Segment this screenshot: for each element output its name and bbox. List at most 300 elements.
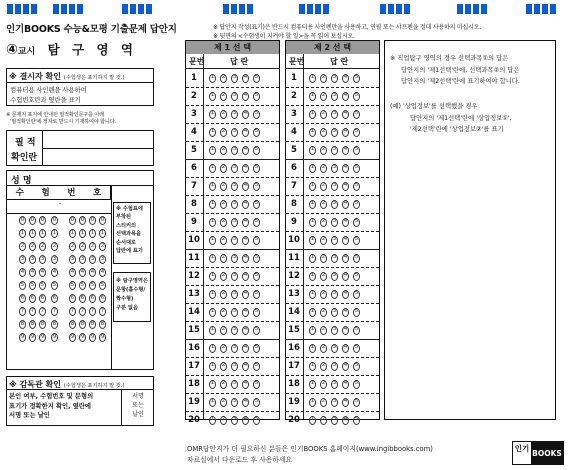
answer-bubble[interactable]: 3 [331,308,338,317]
answer-bubble[interactable]: 4 [242,164,249,173]
answer-bubble[interactable]: 4 [342,92,349,101]
answer-bubble[interactable]: 2 [220,344,227,353]
answer-bubble[interactable]: 4 [242,92,249,101]
digit-bubble[interactable]: 6 [79,294,86,303]
answer-bubble[interactable]: 3 [231,74,238,83]
digit-bubble[interactable]: 4 [29,268,36,277]
answer-bubble[interactable]: 5 [353,110,360,119]
answer-bubble[interactable]: 3 [331,290,338,299]
answer-bubble[interactable]: 5 [253,218,260,227]
answer-bubble[interactable]: 2 [220,146,227,155]
answer-bubble[interactable]: 5 [253,290,260,299]
digit-bubble[interactable]: 2 [51,242,58,251]
answer-bubble[interactable]: 3 [231,164,238,173]
answer-bubble[interactable]: 1 [209,200,216,209]
digit-bubble[interactable]: 1 [51,229,58,238]
elective-note-box [113,202,151,264]
answer-bubble[interactable]: 4 [342,236,349,245]
digit-bubble[interactable]: 3 [79,255,86,264]
answer-bubble[interactable]: 1 [209,272,216,281]
answer-bubble[interactable]: 3 [231,326,238,335]
digit-bubble[interactable]: 4 [51,268,58,277]
answer-bubble[interactable]: 5 [253,326,260,335]
answer-bubble[interactable]: 5 [253,182,260,191]
digit-bubble[interactable]: 9 [29,333,36,342]
digit-bubble[interactable]: 0 [89,216,96,225]
answer-bubble[interactable]: 1 [309,236,316,245]
answer-bubble[interactable]: 2 [320,146,327,155]
digit-bubble[interactable]: 6 [39,294,46,303]
answer-bubble[interactable]: 4 [242,236,249,245]
digit-bubble[interactable]: 5 [29,281,36,290]
supervisor-sign[interactable]: 서명 또는 날인 [132,393,144,418]
answer-bubble[interactable]: 2 [320,164,327,173]
handwriting-note-1: ※ 문제지 표지에 안내된 필적확인문구를 아래 [6,112,104,118]
digit-bubble[interactable]: 8 [99,320,106,329]
answer-bubble[interactable]: 2 [320,290,327,299]
digit-bubble[interactable]: 5 [79,281,86,290]
answer-bubble[interactable]: 1 [309,92,316,101]
answer-bubble[interactable]: 1 [209,398,216,407]
name-number-box [6,170,154,370]
answer-bubble[interactable]: 3 [331,362,338,371]
answer-bubble[interactable]: 3 [231,218,238,227]
digit-bubble[interactable]: 7 [19,307,26,316]
digit-bubble[interactable]: 2 [79,242,86,251]
answer-bubble[interactable]: 5 [353,164,360,173]
answer-bubble[interactable]: 3 [231,92,238,101]
digit-bubble[interactable]: 4 [79,268,86,277]
answer-bubble[interactable]: 1 [209,164,216,173]
answer-bubble[interactable]: 4 [242,308,249,317]
answer-bubble[interactable]: 3 [331,146,338,155]
answer-bubble[interactable]: 5 [353,308,360,317]
digit-bubble[interactable]: 9 [39,333,46,342]
answer-bubble[interactable]: 3 [231,290,238,299]
digit-bubble[interactable]: 9 [19,333,26,342]
answer-bubble[interactable]: 2 [220,236,227,245]
answer-bubble[interactable]: 5 [253,164,260,173]
answer-bubble[interactable]: 2 [220,182,227,191]
digit-bubble[interactable]: 4 [19,268,26,277]
digit-bubble[interactable]: 1 [99,229,106,238]
digit-bubble[interactable]: 4 [89,268,96,277]
answer-bubble[interactable]: 1 [309,128,316,137]
answer-bubble[interactable]: 2 [220,110,227,119]
answer-bubble[interactable]: 5 [253,272,260,281]
digit-bubble[interactable]: 7 [99,307,106,316]
answer-bubble[interactable]: 4 [242,182,249,191]
digit-bubble[interactable]: 7 [69,307,76,316]
answer-bubble[interactable]: 4 [342,218,349,227]
answer-bubble[interactable]: 5 [353,290,360,299]
answer-bubble[interactable]: 3 [231,146,238,155]
answer-bubble[interactable]: 4 [242,398,249,407]
answer-bubble[interactable]: 2 [320,272,327,281]
answer-bubble[interactable]: 1 [209,92,216,101]
digit-bubble[interactable]: 5 [69,281,76,290]
digit-bubble[interactable]: 0 [79,216,86,225]
answer-bubble[interactable]: 1 [209,146,216,155]
answer-bubble[interactable]: 4 [242,218,249,227]
answer-bubble[interactable]: 2 [320,236,327,245]
digit-bubble[interactable]: 8 [19,320,26,329]
answer-section-2 [285,40,380,425]
digit-bubble[interactable]: 0 [29,216,36,225]
digit-bubble[interactable]: 5 [39,281,46,290]
digit-bubble[interactable]: 3 [29,255,36,264]
answer-bubble[interactable]: 5 [353,128,360,137]
digit-bubble[interactable]: 1 [89,229,96,238]
answer-bubble[interactable]: 5 [353,344,360,353]
digit-bubble[interactable]: 6 [51,294,58,303]
answer-bubble[interactable]: 5 [353,398,360,407]
digit-bubble[interactable]: 6 [89,294,96,303]
answer-bubble[interactable]: 1 [209,236,216,245]
answer-bubble[interactable]: 2 [320,308,327,317]
answer-bubble[interactable]: 4 [242,272,249,281]
answer-bubble[interactable]: 3 [231,200,238,209]
answer-bubble[interactable]: 2 [320,254,327,263]
answer-bubble[interactable]: 3 [331,254,338,263]
answer-bubble[interactable]: 3 [231,128,238,137]
answer-bubble[interactable]: 3 [231,236,238,245]
digit-bubble[interactable]: 1 [39,229,46,238]
digit-bubble[interactable]: 8 [79,320,86,329]
question-number: 18 [188,379,200,389]
answer-bubble[interactable]: 5 [353,218,360,227]
answer-bubble[interactable]: 1 [309,110,316,119]
answer-bubble[interactable]: 4 [342,128,349,137]
answer-bubble[interactable]: 5 [253,380,260,389]
digit-bubble[interactable]: 6 [69,294,76,303]
answer-bubble[interactable]: 3 [331,92,338,101]
question-number: 16 [188,343,200,353]
digit-bubble[interactable]: 7 [39,307,46,316]
answer-bubble[interactable]: 5 [353,326,360,335]
answer-bubble[interactable]: 4 [242,290,249,299]
digit-bubble[interactable]: 4 [99,268,106,277]
answer-bubble[interactable]: 1 [209,308,216,317]
answer-bubble[interactable]: 4 [342,290,349,299]
digit-bubble[interactable]: 1 [29,229,36,238]
digit-bubble[interactable]: 2 [29,242,36,251]
digit-bubble[interactable]: 6 [99,294,106,303]
answer-row [186,249,279,267]
answer-bubble[interactable]: 1 [309,416,316,425]
answer-bubble[interactable]: 3 [231,254,238,263]
digit-bubble[interactable]: 5 [89,281,96,290]
digit-bubble[interactable]: 4 [39,268,46,277]
answer-bubble[interactable]: 2 [220,362,227,371]
answer-bubble[interactable]: 3 [331,398,338,407]
answer-bubble[interactable]: 2 [320,200,327,209]
answer-bubble[interactable]: 2 [320,74,327,83]
digit-bubble[interactable]: 5 [19,281,26,290]
digit-bubble[interactable]: 2 [39,242,46,251]
answer-bubble[interactable]: 5 [353,380,360,389]
answer-bubble[interactable]: 3 [331,326,338,335]
answer-bubble[interactable]: 5 [353,74,360,83]
answer-bubble[interactable]: 2 [220,380,227,389]
answer-bubble[interactable]: 4 [342,254,349,263]
answer-bubble[interactable]: 5 [353,272,360,281]
answer-bubble[interactable]: 4 [342,308,349,317]
answer-bubble[interactable]: 2 [220,272,227,281]
answer-bubble[interactable]: 2 [220,218,227,227]
answer-bubble[interactable]: 4 [342,272,349,281]
digit-bubble[interactable]: 9 [69,333,76,342]
answer-bubble[interactable]: 3 [231,362,238,371]
digit-bubble[interactable]: 7 [51,307,58,316]
answer-bubble[interactable]: 4 [342,110,349,119]
answer-bubble[interactable]: 2 [320,416,327,425]
answer-bubble[interactable]: 4 [242,146,249,155]
answer-bubble[interactable]: 3 [231,380,238,389]
answer-bubble[interactable]: 1 [309,290,316,299]
answer-bubble[interactable]: 3 [331,182,338,191]
answer-bubble[interactable]: 3 [231,182,238,191]
answer-bubble[interactable]: 2 [220,326,227,335]
digit-bubble[interactable]: 0 [39,216,46,225]
answer-bubble[interactable]: 4 [342,416,349,425]
digit-bubble[interactable]: 0 [19,216,26,225]
answer-bubble[interactable]: 1 [309,164,316,173]
answer-bubble[interactable]: 5 [253,254,260,263]
answer-bubble[interactable]: 4 [342,362,349,371]
answer-bubble[interactable]: 5 [353,200,360,209]
answer-bubble[interactable]: 2 [320,128,327,137]
answer-bubble[interactable]: 2 [320,182,327,191]
answer-bubble[interactable]: 4 [242,380,249,389]
digit-bubble[interactable]: 8 [39,320,46,329]
digit-bubble[interactable]: 1 [19,229,26,238]
answer-bubble[interactable]: 4 [242,362,249,371]
answer-bubble[interactable]: 5 [253,236,260,245]
answer-bubble[interactable]: 4 [342,380,349,389]
answer-bubble[interactable]: 2 [220,254,227,263]
answer-bubble[interactable]: 3 [331,380,338,389]
answer-bubble[interactable]: 2 [220,416,227,425]
answer-bubble[interactable]: 1 [309,218,316,227]
answer-bubble[interactable]: 5 [353,254,360,263]
answer-bubble[interactable]: 2 [220,398,227,407]
answer-bubble[interactable]: 3 [331,416,338,425]
digit-bubble[interactable]: 6 [29,294,36,303]
answer-bubble[interactable]: 5 [353,92,360,101]
answer-bubble[interactable]: 1 [209,74,216,83]
digit-bubble[interactable]: 3 [19,255,26,264]
answer-bubble[interactable]: 3 [231,344,238,353]
answer-bubble[interactable]: 1 [309,398,316,407]
answer-bubble[interactable]: 1 [209,182,216,191]
answer-bubble[interactable]: 3 [331,236,338,245]
answer-bubble[interactable]: 2 [220,74,227,83]
answer-bubble[interactable]: 5 [353,236,360,245]
answer-bubble[interactable]: 3 [331,164,338,173]
digit-bubble[interactable]: 2 [99,242,106,251]
digit-bubble[interactable]: 8 [51,320,58,329]
answer-bubble[interactable]: 5 [253,200,260,209]
answer-bubble[interactable]: 1 [209,254,216,263]
question-number: 20 [288,415,300,425]
answer-bubble[interactable]: 4 [242,128,249,137]
question-number: 12 [288,271,300,281]
answer-bubble[interactable]: 2 [320,110,327,119]
answer-bubble[interactable]: 5 [353,362,360,371]
question-number: 5 [291,145,297,155]
answer-bubble[interactable]: 2 [320,218,327,227]
answer-bubble[interactable]: 1 [209,362,216,371]
digit-bubble[interactable]: 3 [99,255,106,264]
answer-bubble[interactable]: 1 [209,128,216,137]
answer-bubble[interactable]: 2 [220,128,227,137]
digit-bubble[interactable]: 6 [19,294,26,303]
digit-bubble[interactable]: 4 [69,268,76,277]
answer-bubble[interactable]: 5 [253,308,260,317]
answer-bubble[interactable]: 4 [342,200,349,209]
answer-bubble[interactable]: 5 [353,146,360,155]
digit-bubble[interactable]: 5 [99,281,106,290]
answer-bubble[interactable]: 5 [253,110,260,119]
answer-bubble[interactable]: 3 [331,128,338,137]
answer-row [186,141,279,159]
answer-bubble[interactable]: 5 [253,128,260,137]
answer-bubble[interactable]: 2 [220,164,227,173]
answer-bubble[interactable]: 2 [320,398,327,407]
answer-bubble[interactable]: 3 [331,110,338,119]
answer-bubble[interactable]: 4 [342,182,349,191]
answer-bubble[interactable]: 2 [320,326,327,335]
answer-bubble[interactable]: 5 [253,92,260,101]
answer-bubble[interactable]: 1 [309,308,316,317]
absentee-check-header: ※ 결시자 확인 (수험생은 표기하지 말 것.) [9,72,125,81]
digit-bubble[interactable]: 3 [69,255,76,264]
name-input[interactable] [47,172,152,184]
handwriting-input[interactable] [44,132,152,164]
answer-bubble[interactable]: 5 [253,398,260,407]
answer-row [286,87,379,105]
digit-bubble[interactable]: 9 [89,333,96,342]
answer-row [186,195,279,213]
answer-bubble[interactable]: 2 [320,92,327,101]
answer-bubble[interactable]: 4 [342,74,349,83]
answer-bubble[interactable]: 3 [231,398,238,407]
digit-bubble[interactable]: 9 [79,333,86,342]
digit-bubble[interactable]: 0 [51,216,58,225]
answer-bubble[interactable]: 3 [331,200,338,209]
answer-bubble[interactable]: 1 [309,362,316,371]
answer-bubble[interactable]: 2 [220,290,227,299]
answer-bubble[interactable]: 5 [253,362,260,371]
answer-bubble[interactable]: 2 [320,362,327,371]
answer-bubble[interactable]: 1 [309,74,316,83]
digit-bubble[interactable]: 2 [19,242,26,251]
answer-bubble[interactable]: 4 [342,164,349,173]
digit-bubble[interactable]: 8 [69,320,76,329]
answer-bubble[interactable]: 3 [331,74,338,83]
answer-bubble[interactable]: 3 [231,308,238,317]
digit-bubble[interactable]: 7 [79,307,86,316]
answer-bubble[interactable]: 1 [209,326,216,335]
digit-bubble[interactable]: 9 [99,333,106,342]
answer-bubble[interactable]: 4 [342,398,349,407]
answer-bubble[interactable]: 4 [242,74,249,83]
answer-bubble[interactable]: 1 [309,200,316,209]
digit-bubble[interactable]: 7 [29,307,36,316]
answer-bubble[interactable]: 1 [309,344,316,353]
answer-bubble[interactable]: 3 [231,110,238,119]
digit-bubble[interactable]: 3 [51,255,58,264]
answer-bubble[interactable]: 3 [331,344,338,353]
digit-bubble[interactable]: 9 [51,333,58,342]
answer-bubble[interactable]: 1 [209,380,216,389]
answer-bubble[interactable]: 5 [253,74,260,83]
digit-bubble[interactable]: 0 [69,216,76,225]
answer-bubble[interactable]: 5 [253,416,260,425]
digit-bubble[interactable]: 7 [89,307,96,316]
answer-bubble[interactable]: 4 [342,146,349,155]
answer-bubble[interactable]: 5 [353,182,360,191]
answer-bubble[interactable]: 2 [220,92,227,101]
answer-bubble[interactable]: 4 [242,326,249,335]
answer-bubble[interactable]: 1 [309,182,316,191]
digit-bubble[interactable]: 2 [69,242,76,251]
digit-bubble[interactable]: 2 [89,242,96,251]
answer-bubble[interactable]: 3 [331,218,338,227]
answer-bubble[interactable]: 1 [309,146,316,155]
answer-bubble[interactable]: 1 [309,380,316,389]
answer-bubble[interactable]: 4 [342,344,349,353]
digit-bubble[interactable]: 5 [51,281,58,290]
answer-bubble[interactable]: 1 [209,290,216,299]
digit-bubble[interactable]: 8 [29,320,36,329]
digit-bubble[interactable]: 3 [39,255,46,264]
answer-bubble[interactable]: 1 [309,326,316,335]
answer-bubble[interactable]: 4 [242,254,249,263]
answer-bubble[interactable]: 2 [320,380,327,389]
answer-bubble[interactable]: 2 [220,200,227,209]
digit-bubble[interactable]: 1 [69,229,76,238]
answer-bubble[interactable]: 1 [209,416,216,425]
exam-number-bubbles[interactable] [7,216,111,340]
answer-bubble[interactable]: 1 [209,218,216,227]
answer-bubble[interactable]: 2 [220,308,227,317]
answer-bubble[interactable]: 1 [309,254,316,263]
timing-mark [15,4,21,14]
answer-bubble[interactable]: 1 [209,344,216,353]
answer-bubble[interactable]: 4 [242,344,249,353]
answer-bubble[interactable]: 5 [253,146,260,155]
answer-bubble[interactable]: 2 [320,344,327,353]
answer-bubble[interactable]: 3 [331,272,338,281]
answer-bubble[interactable]: 4 [242,200,249,209]
answer-bubble[interactable]: 5 [353,416,360,425]
digit-bubble[interactable]: 8 [89,320,96,329]
digit-bubble[interactable]: 1 [79,229,86,238]
answer-bubble[interactable]: 3 [231,272,238,281]
question-number-header: 문번 [189,57,205,66]
digit-bubble[interactable]: 3 [89,255,96,264]
answer-bubble[interactable]: 5 [253,344,260,353]
answer-bubble[interactable]: 1 [209,110,216,119]
answer-bubble[interactable]: 4 [242,416,249,425]
digit-bubble[interactable]: 0 [99,216,106,225]
answer-bubble[interactable]: 4 [342,326,349,335]
answer-bubble[interactable]: 3 [231,416,238,425]
answer-bubble[interactable]: 1 [309,272,316,281]
answer-bubble[interactable]: 4 [242,110,249,119]
